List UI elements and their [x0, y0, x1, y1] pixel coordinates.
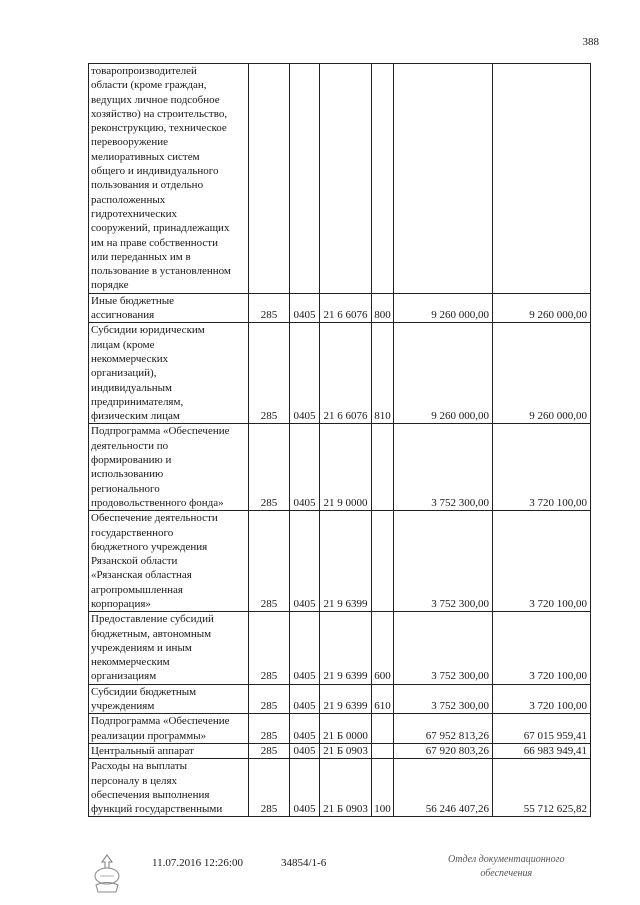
emblem-icon — [90, 852, 124, 896]
budget-table — [88, 63, 591, 817]
cell-section: 0405 — [290, 612, 320, 684]
cell-name: Обеспечение деятельности государственного бюджетного учреждения Рязанской области «Рязанская областная агропромышленная корпорация» — [89, 511, 249, 612]
footer-stamp-line2: обеспечения — [480, 868, 533, 879]
cell-sum2: 55 712 625,82 — [493, 759, 591, 817]
cell-target — [320, 64, 372, 294]
cell-ministry: 285 — [249, 743, 290, 758]
cell-name: Расходы на выплаты персоналу в целях обеспечения выполнения функций государственными — [89, 759, 249, 817]
cell-type — [372, 424, 394, 511]
table-row — [89, 511, 591, 612]
cell-type: 610 — [372, 684, 394, 714]
cell-sum2 — [493, 64, 591, 294]
cell-ministry: 285 — [249, 684, 290, 714]
cell-section: 0405 — [290, 743, 320, 758]
table-row — [89, 424, 591, 511]
cell-section: 0405 — [290, 759, 320, 817]
cell-type: 600 — [372, 612, 394, 684]
cell-sum1: 3 752 300,00 — [394, 612, 493, 684]
cell-sum1: 9 260 000,00 — [394, 293, 493, 323]
cell-type — [372, 511, 394, 612]
cell-sum2: 3 720 100,00 — [493, 612, 591, 684]
cell-sum1: 67 952 813,26 — [394, 714, 493, 744]
footer-doc-number: 34854/1-6 — [281, 857, 327, 869]
cell-name: Центральный аппарат — [89, 743, 249, 758]
cell-target: 21 Б 0000 — [320, 714, 372, 744]
cell-ministry: 285 — [249, 759, 290, 817]
cell-sum1: 56 246 407,26 — [394, 759, 493, 817]
cell-section: 0405 — [290, 293, 320, 323]
cell-sum2: 9 260 000,00 — [493, 293, 591, 323]
cell-ministry: 285 — [249, 612, 290, 684]
cell-sum1: 3 752 300,00 — [394, 424, 493, 511]
cell-sum2: 3 720 100,00 — [493, 424, 591, 511]
cell-name: Субсидии бюджетным учреждениям — [89, 684, 249, 714]
cell-target: 21 9 6399 — [320, 612, 372, 684]
cell-ministry: 285 — [249, 323, 290, 424]
cell-sum2: 3 720 100,00 — [493, 511, 591, 612]
cell-type — [372, 714, 394, 744]
cell-name: Иные бюджетные ассигнования — [89, 293, 249, 323]
cell-section: 0405 — [290, 424, 320, 511]
cell-target: 21 6 6076 — [320, 323, 372, 424]
footer-timestamp: 11.07.2016 12:26:00 — [152, 857, 243, 869]
cell-section — [290, 64, 320, 294]
cell-name: Подпрограмма «Обеспечение деятельности по формированию и использованию регионального продовольственного фонда» — [89, 424, 249, 511]
cell-sum1: 9 260 000,00 — [394, 323, 493, 424]
cell-type: 100 — [372, 759, 394, 817]
cell-name: Подпрограмма «Обеспечение реализации программы» — [89, 714, 249, 744]
cell-sum1: 3 752 300,00 — [394, 511, 493, 612]
cell-name: Субсидии юридическим лицам (кроме некоммерческих организаций), индивидуальным предпринимателям, физическим лицам — [89, 323, 249, 424]
footer-stamp-line1: Отдел документационного — [448, 854, 565, 865]
cell-sum2: 66 983 949,41 — [493, 743, 591, 758]
cell-ministry: 285 — [249, 511, 290, 612]
table-row — [89, 743, 591, 758]
cell-name: Предоставление субсидий бюджетным, автономным учреждениям и иным некоммерческим организациям — [89, 612, 249, 684]
cell-sum2: 67 015 959,41 — [493, 714, 591, 744]
cell-section: 0405 — [290, 684, 320, 714]
table-row — [89, 684, 591, 714]
page-number: 388 — [582, 36, 599, 48]
cell-section: 0405 — [290, 323, 320, 424]
cell-type: 800 — [372, 293, 394, 323]
cell-type: 810 — [372, 323, 394, 424]
cell-target: 21 9 6399 — [320, 684, 372, 714]
cell-sum2: 9 260 000,00 — [493, 323, 591, 424]
cell-type — [372, 743, 394, 758]
table-row — [89, 612, 591, 684]
cell-ministry — [249, 64, 290, 294]
cell-name: товаропроизводителей области (кроме граждан, ведущих личное подсобное хозяйство) на строительство, реконструкцию, техническое перевооружение мелиоративных систем общего и индивидуального пользования и отдельно расположенных гидротехнических сооружений, принадлежащих им на праве собственности или переданных им в пользование в установленном порядке — [89, 64, 249, 294]
table-row — [89, 759, 591, 817]
cell-sum2: 3 720 100,00 — [493, 684, 591, 714]
cell-target: 21 Б 0903 — [320, 759, 372, 817]
cell-sum1: 67 920 803,26 — [394, 743, 493, 758]
cell-type — [372, 64, 394, 294]
cell-target: 21 9 0000 — [320, 424, 372, 511]
table-row — [89, 293, 591, 323]
table-row — [89, 714, 591, 744]
cell-target: 21 6 6076 — [320, 293, 372, 323]
table-row — [89, 323, 591, 424]
cell-ministry: 285 — [249, 293, 290, 323]
cell-target: 21 9 6399 — [320, 511, 372, 612]
cell-section: 0405 — [290, 714, 320, 744]
cell-ministry: 285 — [249, 424, 290, 511]
cell-section: 0405 — [290, 511, 320, 612]
cell-sum1: 3 752 300,00 — [394, 684, 493, 714]
footer-stamp — [448, 853, 565, 881]
table-row — [89, 64, 591, 294]
cell-sum1 — [394, 64, 493, 294]
cell-target: 21 Б 0903 — [320, 743, 372, 758]
cell-ministry: 285 — [249, 714, 290, 744]
